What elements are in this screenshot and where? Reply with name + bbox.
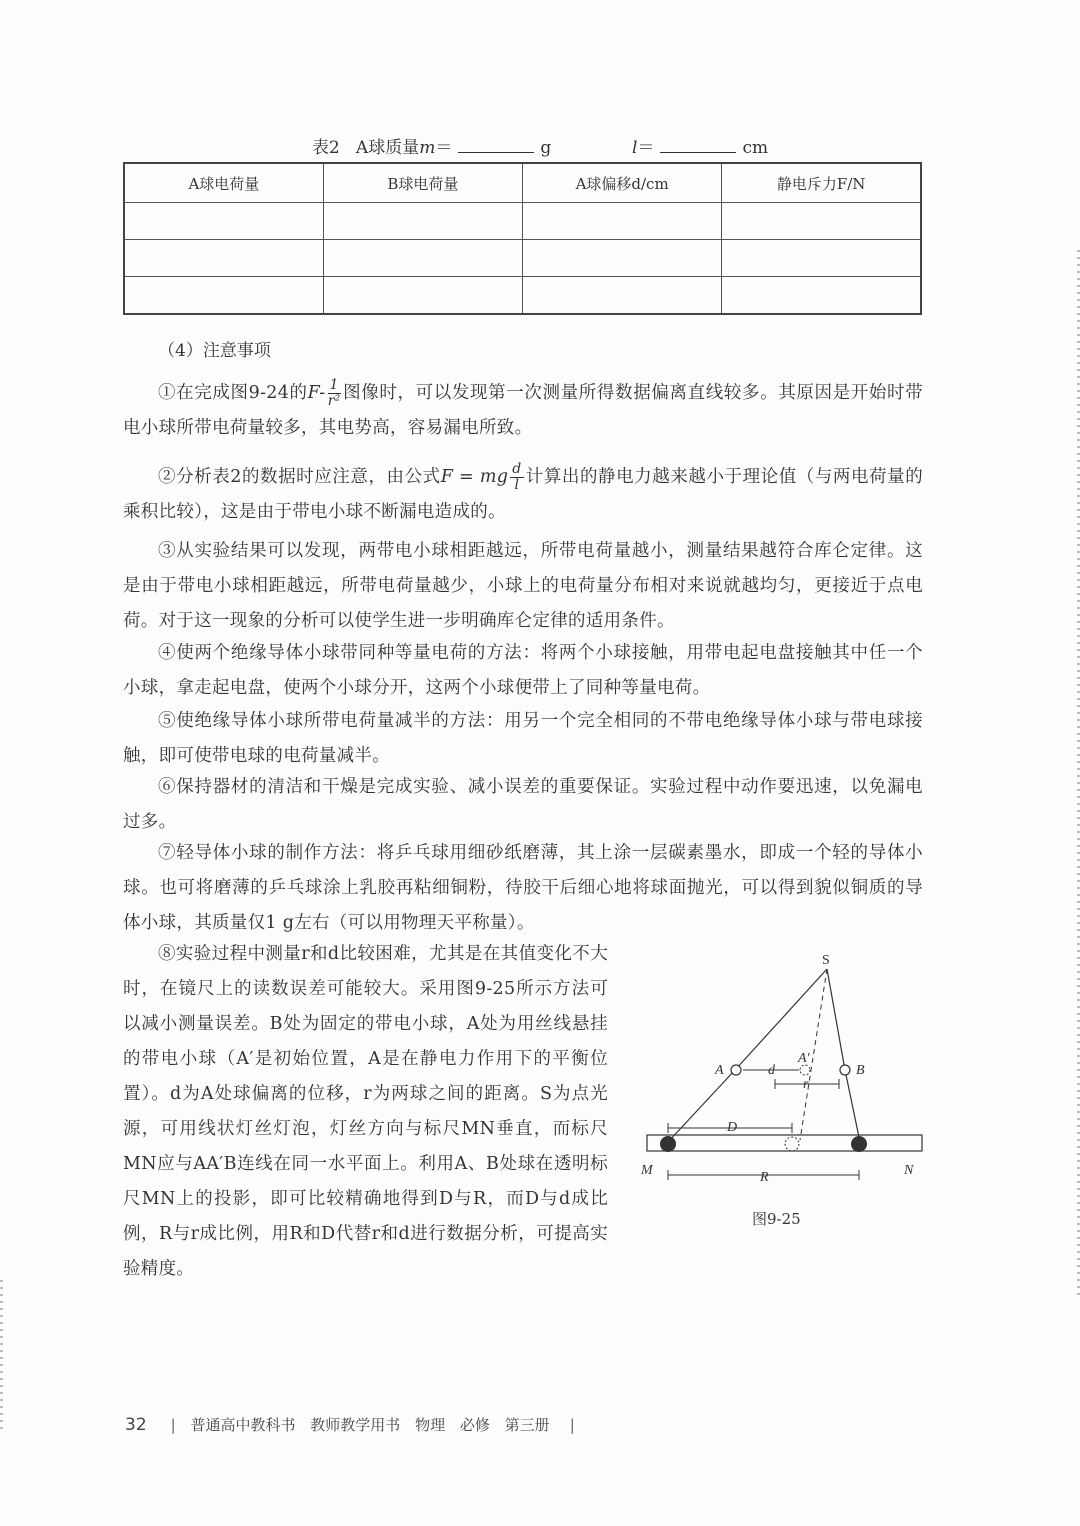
note-5: ⑤使绝缘导体小球所带电荷量减半的方法：用另一个完全相同的不带电绝缘导体小球与带电球接触，即可使带电球的电荷量减半。 bbox=[123, 711, 923, 766]
table-row bbox=[124, 203, 921, 240]
ruler-mn bbox=[647, 1135, 922, 1151]
edge-dots-left bbox=[0, 1280, 3, 1430]
footer-item: 物理 bbox=[415, 1416, 446, 1434]
ray-b bbox=[845, 1070, 860, 1142]
table-cell bbox=[124, 277, 323, 315]
mass-var: m bbox=[419, 138, 436, 158]
table-cell bbox=[722, 203, 921, 240]
note-1-formula bbox=[308, 376, 343, 411]
footer-item: 教师教学用书 bbox=[310, 1416, 401, 1434]
table-label: 表2 bbox=[311, 138, 340, 158]
table-cell bbox=[323, 277, 522, 315]
table-cell bbox=[124, 203, 323, 240]
label-m: M bbox=[641, 1163, 653, 1178]
note-1-frac-den: r² bbox=[327, 393, 341, 409]
table-caption bbox=[0, 133, 1080, 158]
table-cell bbox=[323, 240, 522, 277]
length-blank bbox=[660, 138, 736, 153]
page-footer: 32 | 普通高中教科书 教师教学用书 物理 必修 第三册 | bbox=[125, 1415, 575, 1435]
label-r: r bbox=[803, 1077, 809, 1092]
note-2-formula bbox=[441, 460, 526, 495]
length-eq: ＝ bbox=[637, 138, 655, 158]
note-8: ⑧实验过程中测量r和d比较困难，尤其是在其值变化不大时，在镜尺上的读数误差可能较大。采用图9-25所示方法可以减小测量误差。B处为固定的带电小球，A处为用丝线悬挂的带电小球（A′是初始位置，A是在静电力作用下的平衡位置）。d为A处球偏离的位移，r为两球之间的距离。S为点光源，可用线状灯丝灯泡，灯丝方向与标尺MN垂直，而标尺MN应与AA′B连线在同一水平面上。利用A、B处球在透明标尺MN上的投影，即可比较精确地得到D与R，而D与d成比例，R与r成比例，用R和D代替r和d进行数据分析，可提高实验精度。 bbox=[123, 944, 608, 1279]
string-sa bbox=[735, 969, 827, 1070]
note-6: ⑥保持器材的清洁和干燥是完成实验、减小误差的重要保证。实验过程中动作要迅速，以免漏电过多。 bbox=[123, 777, 923, 832]
note-2-frac-den: l bbox=[514, 477, 520, 493]
table-header: A球偏移d/cm bbox=[523, 163, 722, 203]
figure-caption: 图9-25 bbox=[752, 1210, 801, 1228]
table-cell bbox=[323, 203, 522, 240]
table-cell bbox=[523, 277, 722, 315]
note-1-text-b: 图像时，可以发现第一次测量所得数据偏离直线较多。其原因是开始时带电小球所带电荷量较多，其电势高，容易漏电所致。 bbox=[123, 383, 923, 438]
table-header: B球电荷量 bbox=[323, 163, 522, 203]
note-2-fraction bbox=[510, 462, 523, 493]
note-2-text-a: ②分析表2的数据时应注意，由公式 bbox=[158, 467, 441, 487]
table-row bbox=[124, 240, 921, 277]
shadow-b bbox=[851, 1136, 867, 1152]
table-cell bbox=[124, 240, 323, 277]
label-b: B bbox=[856, 1063, 865, 1078]
page-number: 32 bbox=[125, 1415, 147, 1435]
note-3: ③从实验结果可以发现，两带电小球相距越远，所带电荷量越小，测量结果越符合库仑定律。这是由于带电小球相距越远，所带电荷量越少，小球上的电荷量分布相对来说就越均匀，更接近于点电荷。对于这一现象的分析可以使学生进一步明确库仑定律的适用条件。 bbox=[123, 541, 923, 631]
notes-heading: （4）注意事项 bbox=[158, 341, 271, 361]
table-cell bbox=[523, 240, 722, 277]
note-2 bbox=[123, 460, 923, 530]
mass-unit: g bbox=[540, 138, 552, 158]
label-D: D bbox=[727, 1120, 738, 1135]
length-unit: cm bbox=[742, 138, 769, 158]
table-header: 静电斥力F/N bbox=[722, 163, 921, 203]
label-a-prime: A′ bbox=[798, 1051, 810, 1066]
note-1 bbox=[123, 376, 923, 446]
mass-prefix: A球质量 bbox=[355, 138, 420, 158]
note-1-frac-num: 1 bbox=[329, 377, 339, 393]
shadow-a bbox=[660, 1136, 676, 1152]
note-1-fraction bbox=[328, 378, 341, 409]
table-header-row bbox=[124, 163, 921, 203]
table-header: A球电荷量 bbox=[124, 163, 323, 203]
table-cell bbox=[722, 277, 921, 315]
mass-eq: ＝ bbox=[435, 138, 453, 158]
note-1-formula-lhs: F- bbox=[307, 383, 326, 403]
figure-9-25 bbox=[635, 945, 935, 1235]
length-var: l bbox=[632, 138, 638, 158]
footer-item: 第三册 bbox=[504, 1416, 550, 1434]
note-7: ⑦轻导体小球的制作方法：将乒乓球用细砂纸磨薄，其上涂一层碳素墨水，即成一个轻的导体小球。也可将磨薄的乒乓球涂上乳胶再粘细铜粉，待胶干后细心地将球面抛光，可以得到貌似铜质的导体小球，其质量仅1 g左右（可以用物理天平称量）。 bbox=[123, 843, 923, 933]
label-d: d bbox=[768, 1063, 775, 1078]
note-4: ④使两个绝缘导体小球带同种等量电荷的方法：将两个小球接触，用带电起电盘接触其中任一个小球，拿走起电盘，使两个小球分开，这两个小球便带上了同种等量电荷。 bbox=[123, 643, 923, 698]
string-sb bbox=[827, 969, 845, 1070]
table-cell bbox=[722, 240, 921, 277]
ball-b bbox=[840, 1065, 850, 1075]
note-2-text-b: 计算出的静电力越来越小于理论值（与两电荷量的乘积比较），这是由于带电小球不断漏电造成的。 bbox=[123, 467, 923, 522]
note-2-formula-main: F = mg bbox=[440, 467, 509, 487]
shadow-a-prime bbox=[785, 1137, 799, 1151]
label-n: N bbox=[904, 1163, 914, 1178]
note-2-frac-num: d bbox=[512, 461, 522, 477]
label-a: A bbox=[715, 1063, 724, 1078]
label-R: R bbox=[760, 1170, 769, 1185]
data-table bbox=[123, 162, 922, 315]
ball-a-prime bbox=[800, 1065, 810, 1075]
note-1-text-a: ①在完成图9-24的 bbox=[158, 383, 308, 403]
ray-a bbox=[668, 1070, 738, 1142]
footer-item: 普通高中教科书 bbox=[190, 1416, 296, 1434]
table-row bbox=[124, 277, 921, 315]
label-s: S bbox=[822, 953, 830, 968]
ball-a bbox=[731, 1065, 741, 1075]
mass-blank bbox=[458, 138, 534, 153]
table-cell bbox=[523, 203, 722, 240]
footer-item: 必修 bbox=[459, 1416, 490, 1434]
